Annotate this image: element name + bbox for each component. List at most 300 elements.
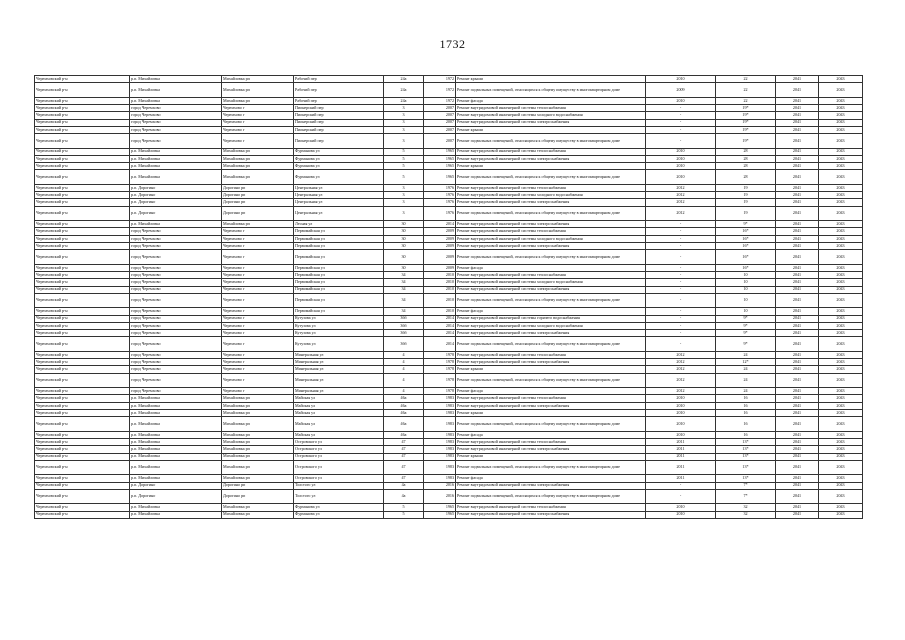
street-cell: Минеральная ул xyxy=(294,388,384,395)
house-cell: 5 xyxy=(384,155,424,162)
district-cell: Черемховский р-н xyxy=(35,293,130,307)
street-cell: Островского ул xyxy=(294,460,384,474)
wear-cell: 13* xyxy=(716,475,776,482)
locality-cell: Михайловка рп xyxy=(222,431,294,438)
street-cell: Центральная ул xyxy=(294,206,384,220)
last-repair-cell: 2010 xyxy=(646,170,716,184)
locality-cell: Михайловка рп xyxy=(222,402,294,409)
table-row xyxy=(35,359,863,366)
street-cell: Пионерский пер xyxy=(294,134,384,148)
built-year-cell: 2010 xyxy=(424,279,456,286)
plan-start-cell: 2041 xyxy=(776,511,819,518)
plan-start-cell: 2041 xyxy=(776,286,819,293)
locality-cell: Михайловка рп xyxy=(222,460,294,474)
plan-start-cell: 2041 xyxy=(776,206,819,220)
house-cell: 46а xyxy=(384,417,424,431)
wear-cell: 16 xyxy=(716,402,776,409)
plan-end-cell: 2043 xyxy=(819,322,863,329)
wear-cell: 9* xyxy=(716,322,776,329)
locality-cell: Черемхово г xyxy=(222,308,294,315)
locality-cell: Черемхово г xyxy=(222,112,294,119)
table-row xyxy=(35,104,863,111)
district-cell: Черемховский р-н xyxy=(35,243,130,250)
table-body xyxy=(35,76,863,519)
table-row xyxy=(35,417,863,431)
district-cell: Черемховский р-н xyxy=(35,199,130,206)
wear-cell: 19* xyxy=(716,112,776,119)
work-type-cell: Ремонт внутридомовой инженерной системы холодного водоснабжения xyxy=(456,112,646,119)
house-cell: 30 xyxy=(384,264,424,271)
plan-end-cell: 2043 xyxy=(819,170,863,184)
street-cell: Минеральная ул xyxy=(294,351,384,358)
work-type-cell: Ремонт внутридомовой инженерной системы электроснабжения xyxy=(456,221,646,228)
house-cell: 3 xyxy=(384,112,424,119)
settlement-cell: город Черемхово xyxy=(130,337,222,351)
wear-cell: 22 xyxy=(716,83,776,97)
settlement-cell: р.п. Михайловка xyxy=(130,221,222,228)
settlement-cell: р.п. Михайловка xyxy=(130,402,222,409)
house-cell: 34 xyxy=(384,293,424,307)
house-cell: 30 xyxy=(384,221,424,228)
house-cell: 47 xyxy=(384,446,424,453)
last-repair-cell: - xyxy=(646,228,716,235)
plan-start-cell: 2041 xyxy=(776,199,819,206)
locality-cell: Черемхово г xyxy=(222,359,294,366)
settlement-cell: город Черемхово xyxy=(130,279,222,286)
street-cell: Майская ул xyxy=(294,402,384,409)
work-type-cell: Ремонт внутридомовой инженерной системы холодного водоснабжения xyxy=(456,192,646,199)
settlement-cell: город Черемхово xyxy=(130,235,222,242)
last-repair-cell: 2011 xyxy=(646,446,716,453)
plan-start-cell: 2041 xyxy=(776,83,819,97)
plan-start-cell: 2041 xyxy=(776,395,819,402)
settlement-cell: р.п. Дорогино xyxy=(130,489,222,503)
built-year-cell: 2007 xyxy=(424,119,456,126)
house-cell: 47 xyxy=(384,453,424,460)
table-row xyxy=(35,337,863,351)
street-cell: Рабочий пер xyxy=(294,76,384,83)
last-repair-cell: 2010 xyxy=(646,76,716,83)
work-type-cell: Ремонт внутридомовой инженерной системы электроснабжения xyxy=(456,155,646,162)
last-repair-cell: 2010 xyxy=(646,410,716,417)
wear-cell: 19* xyxy=(716,119,776,126)
plan-start-cell: 2041 xyxy=(776,315,819,322)
plan-start-cell: 2041 xyxy=(776,402,819,409)
plan-end-cell: 2043 xyxy=(819,351,863,358)
plan-end-cell: 2043 xyxy=(819,119,863,126)
wear-cell: 10 xyxy=(716,293,776,307)
work-type-cell: Ремонт внутридомовой инженерной системы теплоснабжения xyxy=(456,351,646,358)
plan-start-cell: 2041 xyxy=(776,308,819,315)
locality-cell: Черемхово г xyxy=(222,243,294,250)
work-type-cell: Ремонт внутридомовой инженерной системы холодного водоснабжения xyxy=(456,322,646,329)
plan-end-cell: 2043 xyxy=(819,359,863,366)
street-cell: Островского ул xyxy=(294,475,384,482)
wear-cell: 28 xyxy=(716,163,776,170)
built-year-cell: 1983 xyxy=(424,431,456,438)
last-repair-cell: - xyxy=(646,119,716,126)
table-row xyxy=(35,279,863,286)
wear-cell: 19 xyxy=(716,199,776,206)
work-type-cell: Ремонт подвальных помещений, относящихся к общему имуществу в многоквартирном доме xyxy=(456,460,646,474)
table-row xyxy=(35,119,863,126)
street-cell: Майская ул xyxy=(294,417,384,431)
plan-start-cell: 2041 xyxy=(776,475,819,482)
plan-start-cell: 2041 xyxy=(776,221,819,228)
house-cell: 34 xyxy=(384,279,424,286)
house-cell: 4а xyxy=(384,482,424,489)
table-row xyxy=(35,511,863,518)
settlement-cell: город Черемхово xyxy=(130,366,222,373)
last-repair-cell: - xyxy=(646,126,716,133)
last-repair-cell: 2010 xyxy=(646,155,716,162)
built-year-cell: 1965 xyxy=(424,504,456,511)
wear-cell: 28 xyxy=(716,170,776,184)
house-cell: 47 xyxy=(384,475,424,482)
plan-start-cell: 2041 xyxy=(776,170,819,184)
work-type-cell: Ремонт крыши xyxy=(456,453,646,460)
wear-cell: 10 xyxy=(716,272,776,279)
district-cell: Черемховский р-н xyxy=(35,228,130,235)
wear-cell: 19* xyxy=(716,126,776,133)
house-cell: 46а xyxy=(384,431,424,438)
work-type-cell: Ремонт внутридомовой инженерной системы электроснабжения xyxy=(456,359,646,366)
plan-end-cell: 2043 xyxy=(819,402,863,409)
house-cell: 46а xyxy=(384,395,424,402)
locality-cell: Михайловка рп xyxy=(222,221,294,228)
street-cell: Островского ул xyxy=(294,446,384,453)
locality-cell: Черемхово г xyxy=(222,351,294,358)
settlement-cell: город Черемхово xyxy=(130,104,222,111)
locality-cell: Черемхово г xyxy=(222,228,294,235)
district-cell: Черемховский р-н xyxy=(35,395,130,402)
table-row xyxy=(35,126,863,133)
settlement-cell: р.п. Михайловка xyxy=(130,431,222,438)
house-cell: 24а xyxy=(384,83,424,97)
wear-cell: 32 xyxy=(716,504,776,511)
settlement-cell: город Черемхово xyxy=(130,243,222,250)
wear-cell: 13* xyxy=(716,446,776,453)
last-repair-cell: - xyxy=(646,293,716,307)
plan-start-cell: 2041 xyxy=(776,235,819,242)
built-year-cell: 2007 xyxy=(424,104,456,111)
plan-end-cell: 2043 xyxy=(819,475,863,482)
work-type-cell: Ремонт подвальных помещений, относящихся к общему имуществу в многоквартирном доме xyxy=(456,170,646,184)
street-cell: Островского ул xyxy=(294,439,384,446)
table-row xyxy=(35,272,863,279)
last-repair-cell: - xyxy=(646,250,716,264)
last-repair-cell: - xyxy=(646,330,716,337)
last-repair-cell: - xyxy=(646,272,716,279)
settlement-cell: р.п. Михайловка xyxy=(130,170,222,184)
district-cell: Черемховский р-н xyxy=(35,155,130,162)
locality-cell: Михайловка рп xyxy=(222,76,294,83)
table-row xyxy=(35,475,863,482)
table-row xyxy=(35,286,863,293)
built-year-cell: 1976 xyxy=(424,192,456,199)
table-row xyxy=(35,410,863,417)
wear-cell: 22 xyxy=(716,97,776,104)
settlement-cell: р.п. Михайловка xyxy=(130,163,222,170)
last-repair-cell: - xyxy=(646,221,716,228)
wear-cell: 16* xyxy=(716,264,776,271)
built-year-cell: 1983 xyxy=(424,410,456,417)
table-row xyxy=(35,170,863,184)
plan-start-cell: 2041 xyxy=(776,366,819,373)
table-row xyxy=(35,199,863,206)
built-year-cell: 2016 xyxy=(424,482,456,489)
house-cell: 34 xyxy=(384,286,424,293)
house-cell: 5 xyxy=(384,148,424,155)
district-cell: Черемховский р-н xyxy=(35,475,130,482)
last-repair-cell: - xyxy=(646,112,716,119)
locality-cell: Михайловка рп xyxy=(222,170,294,184)
plan-start-cell: 2041 xyxy=(776,330,819,337)
table-row xyxy=(35,482,863,489)
settlement-cell: р.п. Михайловка xyxy=(130,453,222,460)
house-cell: 3 xyxy=(384,184,424,191)
last-repair-cell: 2011 xyxy=(646,460,716,474)
settlement-cell: город Черемхово xyxy=(130,315,222,322)
locality-cell: Черемхово г xyxy=(222,293,294,307)
built-year-cell: 1965 xyxy=(424,163,456,170)
table-row xyxy=(35,155,863,162)
table-row xyxy=(35,250,863,264)
district-cell: Черемховский р-н xyxy=(35,359,130,366)
locality-cell: Михайловка рп xyxy=(222,163,294,170)
street-cell: Первомайская ул xyxy=(294,308,384,315)
wear-cell: 24 xyxy=(716,351,776,358)
district-cell: Черемховский р-н xyxy=(35,315,130,322)
plan-start-cell: 2041 xyxy=(776,439,819,446)
street-cell: Майская ул xyxy=(294,410,384,417)
house-cell: 3 xyxy=(384,104,424,111)
work-type-cell: Ремонт внутридомовой инженерной системы теплоснабжения xyxy=(456,104,646,111)
work-type-cell: Ремонт внутридомовой инженерной системы теплоснабжения xyxy=(456,184,646,191)
plan-start-cell: 2041 xyxy=(776,446,819,453)
wear-cell: 16 xyxy=(716,410,776,417)
work-type-cell: Ремонт внутридомовой инженерной системы холодного водоснабжения xyxy=(456,279,646,286)
house-cell: 24а xyxy=(384,97,424,104)
street-cell: Первомайская ул xyxy=(294,243,384,250)
last-repair-cell: 2012 xyxy=(646,199,716,206)
locality-cell: Черемхово г xyxy=(222,337,294,351)
built-year-cell: 1983 xyxy=(424,460,456,474)
house-cell: 4 xyxy=(384,366,424,373)
table-row xyxy=(35,395,863,402)
last-repair-cell: 2010 xyxy=(646,148,716,155)
street-cell: Фурманова ул xyxy=(294,170,384,184)
wear-cell: 28 xyxy=(716,148,776,155)
settlement-cell: р.п. Михайловка xyxy=(130,475,222,482)
work-type-cell: Ремонт фасада xyxy=(456,388,646,395)
work-type-cell: Ремонт подвальных помещений, относящихся к общему имуществу в многоквартирном доме xyxy=(456,489,646,503)
district-cell: Черемховский р-н xyxy=(35,431,130,438)
street-cell: Фурманова ул xyxy=(294,148,384,155)
built-year-cell: 1978 xyxy=(424,366,456,373)
work-type-cell: Ремонт внутридомовой инженерной системы электроснабжения xyxy=(456,482,646,489)
work-type-cell: Ремонт внутридомовой инженерной системы электроснабжения xyxy=(456,330,646,337)
built-year-cell: 2010 xyxy=(424,293,456,307)
plan-start-cell: 2041 xyxy=(776,322,819,329)
plan-start-cell: 2041 xyxy=(776,453,819,460)
wear-cell: 9* xyxy=(716,315,776,322)
plan-end-cell: 2043 xyxy=(819,439,863,446)
street-cell: Центральная ул xyxy=(294,199,384,206)
built-year-cell: 2010 xyxy=(424,308,456,315)
street-cell: Пионерский пер xyxy=(294,119,384,126)
locality-cell: Михайловка рп xyxy=(222,395,294,402)
built-year-cell: 1983 xyxy=(424,395,456,402)
capital-repair-table xyxy=(34,75,863,519)
work-type-cell: Ремонт внутридомовой инженерной системы электроснабжения xyxy=(456,511,646,518)
wear-cell: 7* xyxy=(716,482,776,489)
district-cell: Черемховский р-н xyxy=(35,170,130,184)
street-cell: Первомайская ул xyxy=(294,293,384,307)
work-type-cell: Ремонт подвальных помещений, относящихся к общему имуществу в многоквартирном доме xyxy=(456,337,646,351)
last-repair-cell: 2010 xyxy=(646,402,716,409)
street-cell: Толстого ул xyxy=(294,489,384,503)
locality-cell: Михайловка рп xyxy=(222,97,294,104)
built-year-cell: 1965 xyxy=(424,148,456,155)
district-cell: Черемховский р-н xyxy=(35,337,130,351)
last-repair-cell: 2010 xyxy=(646,163,716,170)
locality-cell: Дорогино рп xyxy=(222,206,294,220)
table-row xyxy=(35,293,863,307)
district-cell: Черемховский р-н xyxy=(35,504,130,511)
wear-cell: 19 xyxy=(716,206,776,220)
table-row xyxy=(35,373,863,387)
built-year-cell: 1978 xyxy=(424,359,456,366)
table-row xyxy=(35,322,863,329)
wear-cell: 9* xyxy=(716,330,776,337)
plan-start-cell: 2041 xyxy=(776,97,819,104)
table-row xyxy=(35,446,863,453)
plan-start-cell: 2041 xyxy=(776,431,819,438)
plan-start-cell: 2041 xyxy=(776,112,819,119)
settlement-cell: город Черемхово xyxy=(130,112,222,119)
house-cell: 36б xyxy=(384,330,424,337)
work-type-cell: Ремонт внутридомовой инженерной системы электроснабжения xyxy=(456,402,646,409)
work-type-cell: Ремонт внутридомовой инженерной системы электроснабжения xyxy=(456,243,646,250)
plan-end-cell: 2043 xyxy=(819,279,863,286)
settlement-cell: р.п. Михайловка xyxy=(130,439,222,446)
street-cell: Фурманова ул xyxy=(294,511,384,518)
table-row xyxy=(35,112,863,119)
table-row xyxy=(35,148,863,155)
last-repair-cell: - xyxy=(646,489,716,503)
table-row xyxy=(35,402,863,409)
plan-end-cell: 2043 xyxy=(819,97,863,104)
settlement-cell: р.п. Михайловка xyxy=(130,417,222,431)
district-cell: Черемховский р-н xyxy=(35,184,130,191)
locality-cell: Черемхово г xyxy=(222,279,294,286)
locality-cell: Черемхово г xyxy=(222,388,294,395)
locality-cell: Черемхово г xyxy=(222,104,294,111)
built-year-cell: 1965 xyxy=(424,511,456,518)
last-repair-cell: 2009 xyxy=(646,83,716,97)
plan-end-cell: 2043 xyxy=(819,286,863,293)
plan-end-cell: 2043 xyxy=(819,199,863,206)
last-repair-cell: 2011 xyxy=(646,439,716,446)
district-cell: Черемховский р-н xyxy=(35,417,130,431)
table-row xyxy=(35,163,863,170)
locality-cell: Дорогино рп xyxy=(222,482,294,489)
street-cell: Первомайская ул xyxy=(294,228,384,235)
district-cell: Черемховский р-н xyxy=(35,330,130,337)
locality-cell: Черемхово г xyxy=(222,264,294,271)
work-type-cell: Ремонт подвальных помещений, относящихся к общему имуществу в многоквартирном доме xyxy=(456,293,646,307)
settlement-cell: город Черемхово xyxy=(130,264,222,271)
district-cell: Черемховский р-н xyxy=(35,221,130,228)
work-type-cell: Ремонт внутридомовой инженерной системы теплоснабжения xyxy=(456,272,646,279)
built-year-cell: 2007 xyxy=(424,112,456,119)
plan-end-cell: 2043 xyxy=(819,184,863,191)
house-cell: 34 xyxy=(384,272,424,279)
settlement-cell: р.п. Михайловка xyxy=(130,97,222,104)
district-cell: Черемховский р-н xyxy=(35,126,130,133)
district-cell: Черемховский р-н xyxy=(35,163,130,170)
house-cell: 4 xyxy=(384,359,424,366)
street-cell: Центральная ул xyxy=(294,192,384,199)
district-cell: Черемховский р-н xyxy=(35,482,130,489)
district-cell: Черемховский р-н xyxy=(35,250,130,264)
settlement-cell: город Черемхово xyxy=(130,308,222,315)
settlement-cell: р.п. Михайловка xyxy=(130,155,222,162)
locality-cell: Черемхово г xyxy=(222,272,294,279)
last-repair-cell: - xyxy=(646,279,716,286)
built-year-cell: 1978 xyxy=(424,351,456,358)
street-cell: Минеральная ул xyxy=(294,366,384,373)
plan-end-cell: 2043 xyxy=(819,163,863,170)
table-row xyxy=(35,308,863,315)
house-cell: 3 xyxy=(384,206,424,220)
plan-end-cell: 2043 xyxy=(819,504,863,511)
last-repair-cell: - xyxy=(646,482,716,489)
last-repair-cell: - xyxy=(646,308,716,315)
wear-cell: 13* xyxy=(716,460,776,474)
locality-cell: Дорогино рп xyxy=(222,199,294,206)
plan-end-cell: 2043 xyxy=(819,293,863,307)
street-cell: Минеральная ул xyxy=(294,373,384,387)
street-cell: Первомайская ул xyxy=(294,250,384,264)
built-year-cell: 2014 xyxy=(424,337,456,351)
plan-end-cell: 2043 xyxy=(819,134,863,148)
plan-start-cell: 2041 xyxy=(776,243,819,250)
built-year-cell: 2014 xyxy=(424,330,456,337)
work-type-cell: Ремонт подвальных помещений, относящихся к общему имуществу в многоквартирном доме xyxy=(456,417,646,431)
built-year-cell: 2014 xyxy=(424,315,456,322)
house-cell: 5 xyxy=(384,511,424,518)
locality-cell: Михайловка рп xyxy=(222,417,294,431)
table-row xyxy=(35,330,863,337)
plan-start-cell: 2041 xyxy=(776,460,819,474)
work-type-cell: Ремонт фасада xyxy=(456,97,646,104)
house-cell: 4а xyxy=(384,489,424,503)
house-cell: 24а xyxy=(384,76,424,83)
house-cell: 5 xyxy=(384,170,424,184)
plan-start-cell: 2041 xyxy=(776,410,819,417)
settlement-cell: р.п. Михайловка xyxy=(130,395,222,402)
plan-end-cell: 2043 xyxy=(819,272,863,279)
work-type-cell: Ремонт внутридомовой инженерной системы теплоснабжения xyxy=(456,228,646,235)
table-row xyxy=(35,83,863,97)
work-type-cell: Ремонт крыши xyxy=(456,76,646,83)
street-cell: Минеральная ул xyxy=(294,359,384,366)
built-year-cell: 1965 xyxy=(424,170,456,184)
street-cell: Пионерский пер xyxy=(294,126,384,133)
district-cell: Черемховский р-н xyxy=(35,286,130,293)
